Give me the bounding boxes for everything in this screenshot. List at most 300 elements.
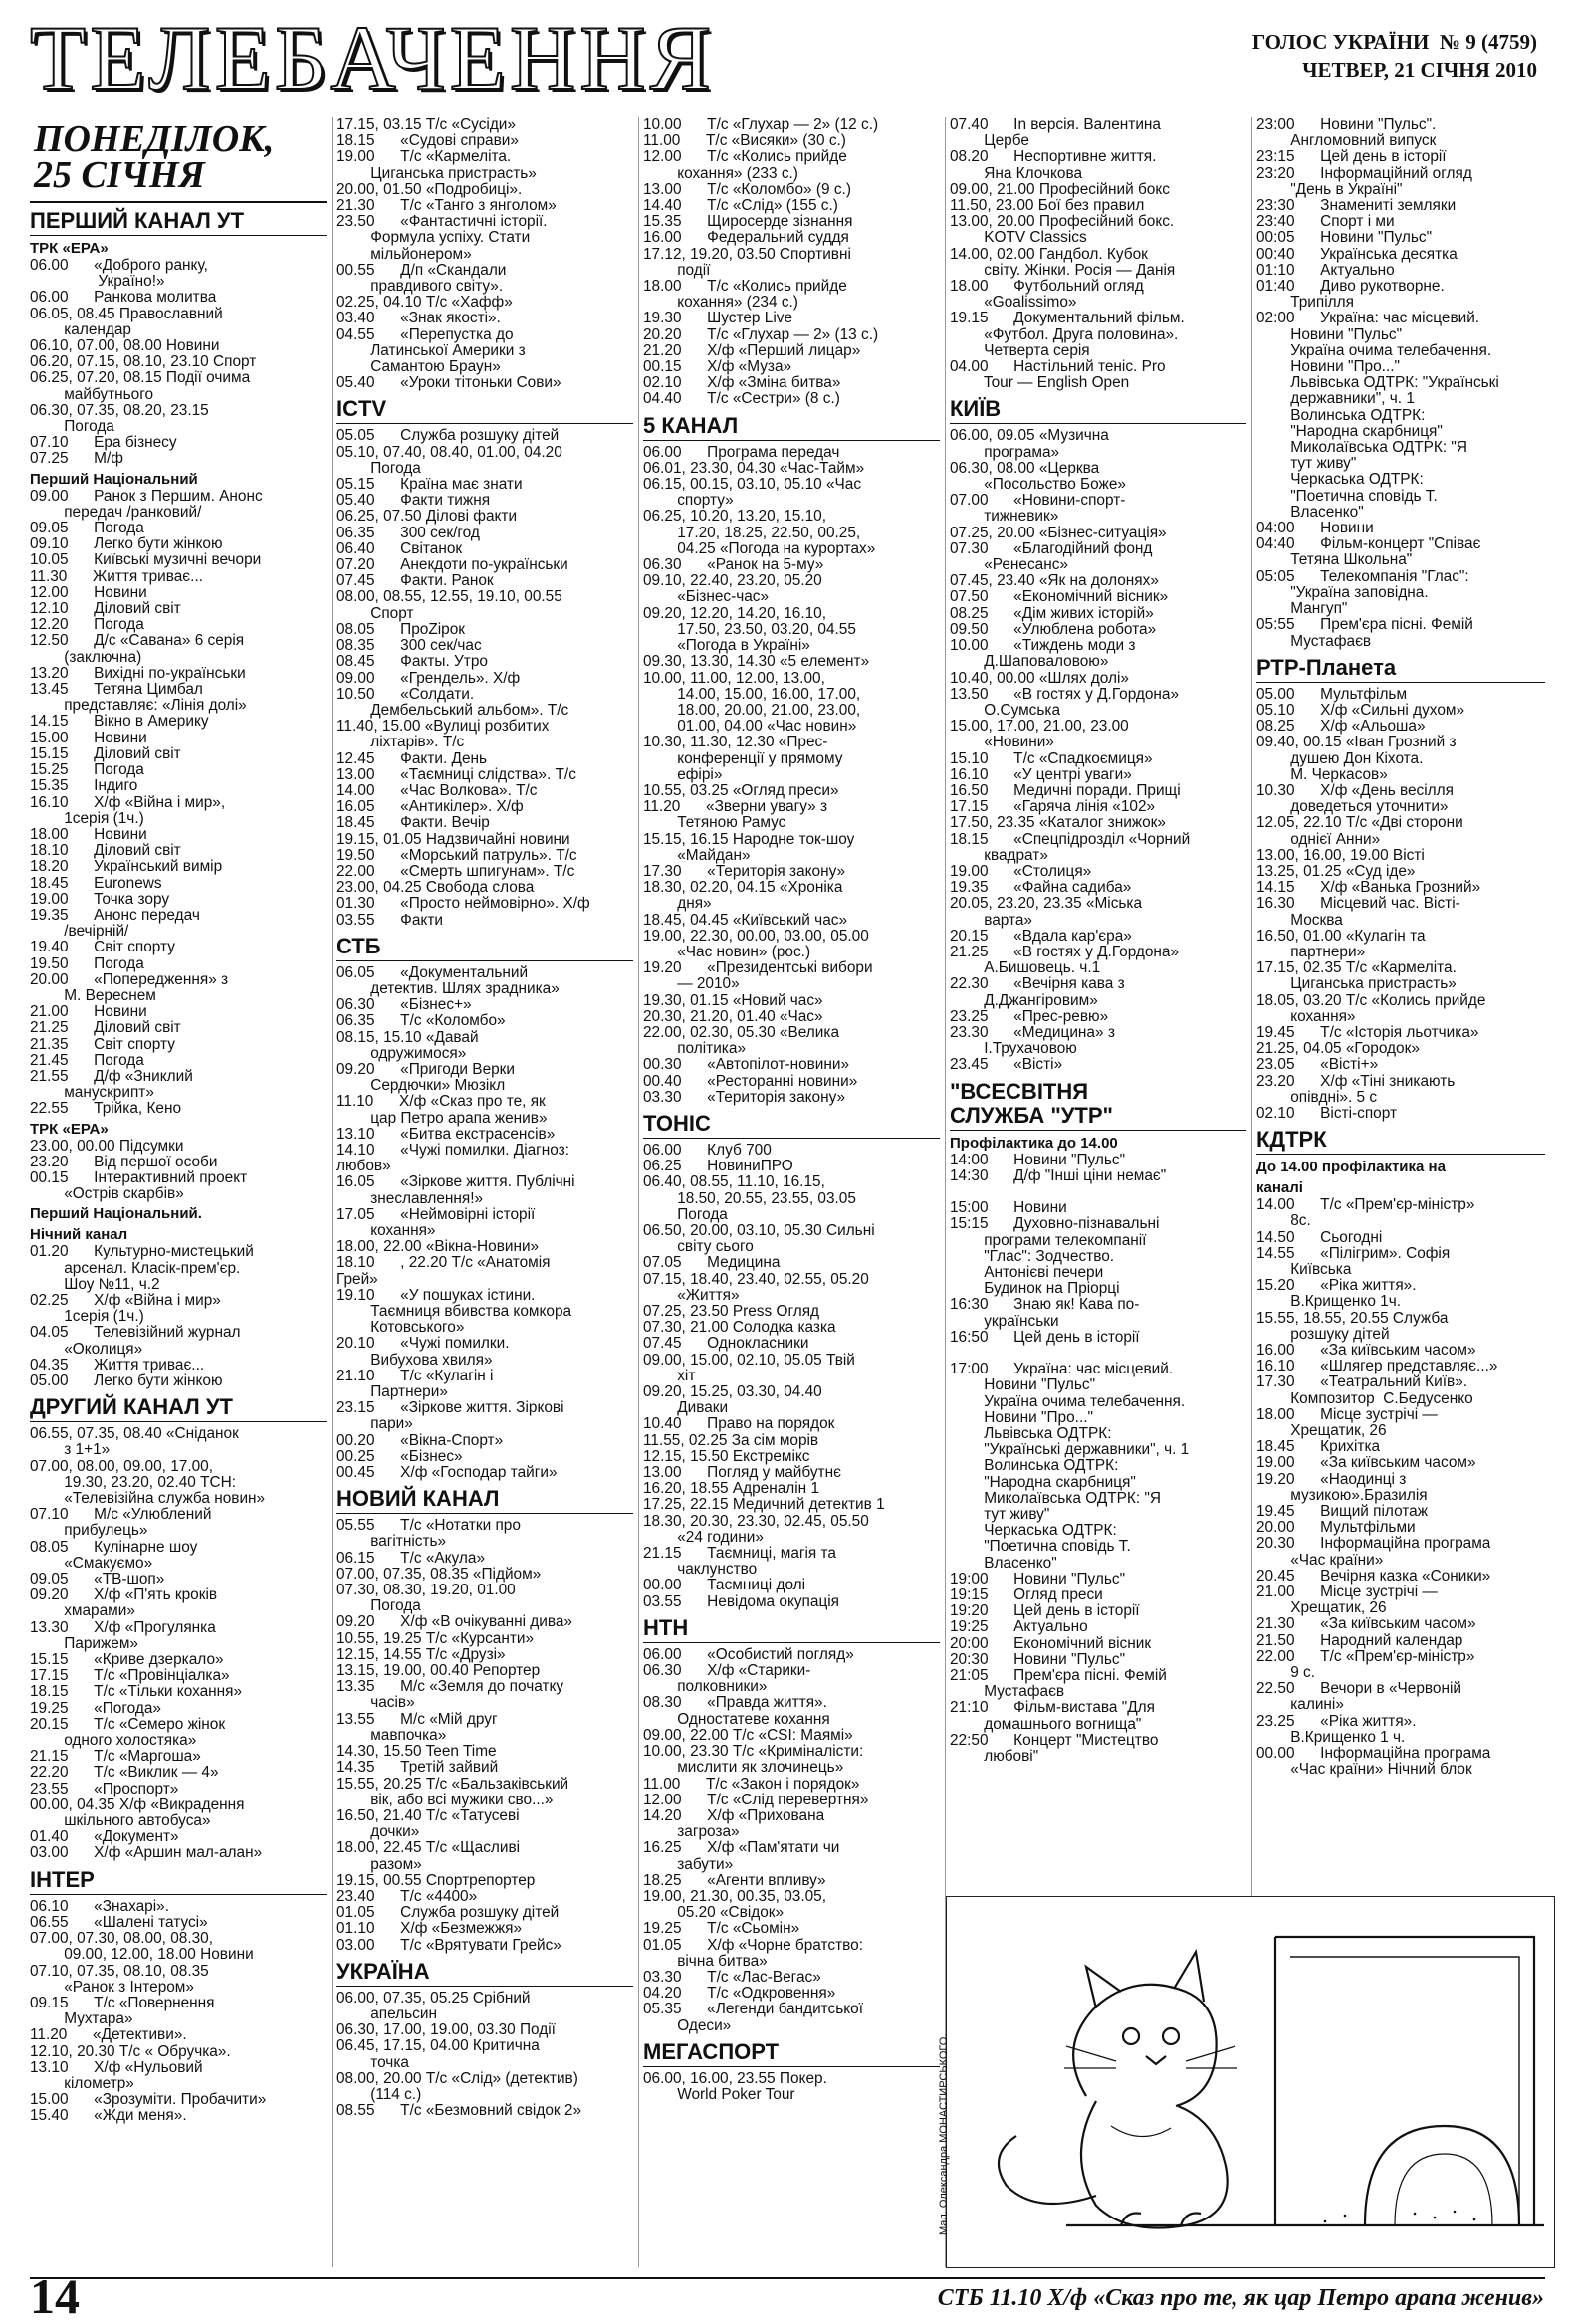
page-title: ТЕЛЕБАЧЕННЯ	[30, 7, 716, 108]
program-line: прибулець»	[30, 1522, 148, 1540]
program-line: 18.00 Новини	[30, 825, 147, 843]
program-line: 00.40 «Ресторанні новини»	[643, 1072, 858, 1090]
program-line: 09.10, 22.40, 23.20, 05.20	[643, 572, 822, 590]
program-line: 18.45 Euronews	[30, 874, 162, 892]
channel-heading: ПЕРШИЙ КАНАЛ УТ	[30, 209, 327, 236]
program-line: «Час країни»	[1256, 1551, 1384, 1569]
program-line: державники", ч. 1	[1256, 390, 1415, 408]
program-line: 06.10, 07.00, 08.00 Новини	[30, 337, 220, 355]
program-line: 23.25 «Прес-ревю»	[950, 1007, 1109, 1025]
program-line: Яна Клочкова	[950, 164, 1083, 182]
program-line: 07.00, 08.00, 09.00, 17.00,	[30, 1457, 213, 1475]
program-line: 04:40 Фільм-концерт "Співає	[1256, 535, 1481, 553]
program-line: події	[643, 261, 711, 279]
program-line: 07.30 «Благодійний фонд	[950, 539, 1153, 557]
program-line: Латинської Америки з	[336, 341, 526, 359]
program-line: 23.15 «Зіркове життя. Зіркові	[336, 1399, 564, 1417]
program-line: 06.00 Ранкова молитва	[30, 289, 217, 307]
program-line: 19.15, 00.55 Спортрепортер	[336, 1871, 536, 1889]
program-line: 20.05, 23.20, 23.35 «Міська	[950, 895, 1143, 913]
program-line: манускрипт»	[30, 1084, 154, 1102]
program-line: 14.15 Х/ф «Ванька Грозний»	[1256, 879, 1481, 897]
program-line: любові"	[950, 1748, 1039, 1766]
program-line: Україно!»	[30, 273, 165, 291]
program-line: любов»	[336, 1158, 391, 1175]
program-line: 04.55 «Перепустка до	[336, 325, 514, 343]
program-line: 19.35 «Файна садиба»	[950, 879, 1132, 897]
program-line: 04.20 Т/с «Одкровення»	[643, 1985, 836, 2003]
program-line: 10.00 Т/с «Глухар — 2» (12 с.)	[643, 117, 879, 133]
sub-heading: До 14.00 профілактика на	[1256, 1159, 1446, 1176]
program-line: 20.10 «Чужі помилки.	[336, 1335, 510, 1353]
program-line: В.Крищенко 1 ч.	[1256, 1728, 1406, 1746]
program-line: 23:00 Новини "Пульс".	[1256, 117, 1437, 133]
program-line: 12.50 Д/с «Савана» 6 серія	[30, 632, 245, 650]
program-line: полковники»	[643, 1678, 768, 1696]
program-line: 14.35 Третій зайвий	[336, 1759, 499, 1777]
program-line: «Бізнес-час»	[643, 588, 770, 606]
program-line: 20:00 Економічний вісник	[950, 1634, 1152, 1652]
program-line: 20:30 Новини "Пульс"	[950, 1650, 1126, 1668]
program-line: 04.00 Настільний теніс. Pro	[950, 358, 1166, 376]
program-line: 07.45 Однокласники	[643, 1335, 809, 1353]
program-line: 16.50 Медичні поради. Прищі	[950, 781, 1181, 799]
program-line: 18.10 , 22.20 Т/с «Анатомія	[336, 1254, 551, 1272]
program-line: 05:05 Телекомпанія "Глас":	[1256, 567, 1469, 585]
program-line: Тетяна Школьна"	[1256, 551, 1413, 569]
program-line: 18.00 Футбольний огляд	[950, 278, 1144, 296]
program-line: 21.55 Д/ф «Зниклий	[30, 1067, 193, 1085]
program-line: 11.50, 23.00 Бої без правил	[950, 197, 1145, 215]
program-line: 18.00, 20.00, 21.00, 23.00,	[643, 701, 861, 719]
program-line: 01:10 Актуально	[1256, 261, 1395, 279]
program-line: 17.25, 22.15 Медичний детектив 1	[643, 1496, 885, 1514]
program-line: 06.25, 07.20, 08.15 Події очима	[30, 369, 251, 387]
program-line: 18.45 Факти. Вечір	[336, 814, 490, 832]
program-line: 09.20, 12.20, 14.20, 16.10,	[643, 604, 826, 622]
channel-heading: МЕГАСПОРТ	[643, 2040, 940, 2067]
program-line: «Новини»	[950, 734, 1054, 751]
program-line: 22:50 Концерт "Мистецтво	[950, 1731, 1159, 1749]
program-line: 16:30 Знаю як! Кава по-	[950, 1296, 1140, 1314]
program-line: 23.20 Від першої особи	[30, 1153, 218, 1170]
program-line: «Околиця»	[30, 1340, 143, 1358]
sub-heading: ТРК «ЕРА»	[30, 240, 109, 257]
program-line: 21.15 Таємниці, магія та	[643, 1545, 836, 1563]
program-line: 00:05 Новини "Пульс"	[1256, 229, 1433, 247]
program-line: 15.15, 16.15 Народне ток-шоу	[643, 830, 855, 848]
program-line: Грей»	[336, 1270, 378, 1288]
program-line: «Час країни» Нічний блок	[1256, 1761, 1472, 1779]
program-line: 21:05 Прем'єра пісні. Фемій	[950, 1667, 1167, 1685]
cat-cartoon-drawing	[947, 1897, 1552, 2265]
channel-heading: ТОНІС	[643, 1112, 940, 1139]
paper-info	[1252, 28, 1537, 84]
program-line: 15.55, 18.55, 20.55 Служба	[1256, 1309, 1449, 1327]
program-line: 06.00 «Доброго ранку,	[30, 257, 208, 274]
program-line: 11.30 Життя триває...	[30, 567, 203, 585]
issue-date: ЧЕТВЕР, 21 СІЧНЯ 2010	[1302, 58, 1537, 82]
program-line: 09.15 Т/с «Повернення	[30, 1994, 215, 2011]
sub-heading: каналі	[1256, 1179, 1303, 1197]
program-line: 15:00 Новини	[950, 1199, 1067, 1217]
program-line: 08.35 300 сек/час	[336, 637, 482, 655]
program-line: 12.00 Т/с «Слід перевертня»	[643, 1791, 869, 1808]
program-line: 21.25 «В гостях у Д.Гордона»	[950, 943, 1180, 960]
program-line: дочки»	[336, 1823, 420, 1841]
program-line: «Телевізійна служба новин»	[30, 1490, 266, 1508]
program-line: 06.15, 00.15, 03.10, 05.10 «Час	[643, 476, 862, 494]
program-line: вагітність»	[336, 1533, 447, 1551]
program-line: 00.00, 04.35 Х/ф «Викрадення	[30, 1796, 245, 1813]
program-line: 06.35 300 сек/год	[336, 524, 480, 541]
program-line: 17.20, 18.25, 22.50, 00.25,	[643, 524, 861, 541]
channel-heading: КДТРК	[1256, 1128, 1545, 1155]
channel-heading: КИЇВ	[950, 397, 1246, 424]
program-line: душею Дон Кіхота.	[1256, 749, 1424, 767]
program-line: 12.15, 14.55 Т/с «Друзі»	[336, 1645, 506, 1663]
program-line: Миколаївська ОДТРК: "Я	[950, 1489, 1162, 1507]
channel-heading: РТР-Планета	[1256, 656, 1545, 683]
program-line: "День в Україні"	[1256, 180, 1403, 198]
program-line: Англомовний випуск	[1256, 132, 1437, 150]
program-line: 06.45, 17.15, 04.00 Критична	[336, 2037, 540, 2055]
program-line: 13.10 Х/ф «Нульовий	[30, 2058, 203, 2076]
program-line: 08.00, 08.55, 12.55, 19.10, 00.55	[336, 588, 562, 606]
program-line: Таємниця вбивства комкора	[336, 1303, 572, 1321]
program-line	[950, 1346, 1246, 1362]
program-line: 11.00 Т/с «Висяки» (30 с.)	[643, 132, 846, 150]
program-line: 06.30 «Бізнес+»	[336, 996, 472, 1014]
program-line: 19.30, 01.15 «Новий час»	[643, 991, 823, 1009]
program-line: /вечірній/	[30, 923, 129, 941]
program-line: Самантою Браун»	[336, 358, 501, 376]
program-line: 00.15 Інтерактивний проект	[30, 1168, 248, 1186]
program-line: Власенко"	[950, 1554, 1057, 1572]
program-line: 16.10 «У центрі уваги»	[950, 765, 1132, 783]
program-line: 11.55, 02.25 За сім морів	[643, 1431, 819, 1449]
program-line: 15.35 Щиросерде зізнання	[643, 213, 853, 231]
program-line: 19.30, 23.20, 02.40 ТСН:	[30, 1473, 237, 1491]
program-line: 18.50, 20.55, 23.55, 03.05	[643, 1189, 856, 1207]
program-line: 13.00 Погляд у майбутнє	[643, 1464, 841, 1482]
program-line: кохання»	[1256, 1007, 1356, 1025]
program-line: 13.00 «Таємниці слідства». Т/с	[336, 765, 576, 783]
program-line: 08.25 Х/ф «Альоша»	[1256, 718, 1426, 736]
program-line: 19.00 Точка зору	[30, 890, 170, 908]
program-line: 15.10 Т/с «Спадкоємиця»	[950, 749, 1153, 767]
program-line: хіт	[643, 1367, 696, 1384]
program-line: політика»	[643, 1040, 747, 1058]
program-line: Волинська ОДТРК:	[1256, 406, 1426, 424]
program-line: 20.00 «Попередження» з	[30, 970, 229, 988]
program-line: чаклунство	[643, 1561, 758, 1579]
program-line: представляє: «Лінія долі»	[30, 697, 247, 715]
program-line: 11.40, 15.00 «Вулиці розбитих	[336, 718, 550, 736]
sub-heading: Перший Національний.	[30, 1205, 202, 1223]
program-line: 14.30, 15.50 Teen Time	[336, 1743, 497, 1761]
program-line: 06.30, 07.35, 08.20, 23.15	[30, 401, 209, 419]
program-line: шкільного автобуса»	[30, 1812, 211, 1830]
program-line: 05.10 Х/ф «Сильні духом»	[1256, 701, 1465, 719]
program-line: 18.00, 22.45 Т/с «Щасливі	[336, 1839, 521, 1857]
program-line: 00.55 Д/п «Скандали	[336, 261, 507, 279]
program-line: 13.25, 01.25 «Суд іде»	[1256, 862, 1416, 880]
program-line: 09.40, 00.15 «Іван Грозний з	[1256, 734, 1457, 751]
program-line: 04.25 «Погода на курортах»	[643, 539, 876, 557]
program-line: 05.00 Легко бути жінкою	[30, 1373, 223, 1389]
program-line: Власенко"	[1256, 503, 1364, 521]
program-line: 19:25 Актуально	[950, 1618, 1088, 1636]
program-line: «Погода в Україні»	[643, 637, 810, 655]
program-line: 17.15 Т/с «Провінціалка»	[30, 1667, 230, 1685]
program-line: дня»	[643, 895, 712, 913]
program-line: 16.10 Х/ф «Війна і мир»,	[30, 793, 226, 811]
program-line: 00.45 Х/ф «Господар тайги»	[336, 1464, 558, 1482]
program-line: 14.00 «Час Волкова». Т/с	[336, 781, 538, 799]
program-line: 07.15, 18.40, 23.40, 02.55, 05.20	[643, 1270, 869, 1288]
program-line: 19.00 «За київським часом»	[1256, 1454, 1476, 1472]
program-line: 21.35 Світ спорту	[30, 1035, 175, 1053]
program-line: 20.45 Вечірня казка «Соники»	[1256, 1567, 1491, 1585]
program-line: детектив. Шлях зрадника»	[336, 979, 560, 997]
program-line: 10.00, 11.00, 12.00, 13.00,	[643, 669, 825, 687]
program-line: 13.20 Вихідні по-українськи	[30, 664, 246, 682]
issue-number: № 9 (4759)	[1439, 30, 1537, 54]
program-line: Україна очима телебачення.	[950, 1392, 1186, 1410]
program-line: Диваки	[643, 1399, 729, 1417]
program-line: 02.10 Х/ф «Зміна битва»	[643, 374, 841, 392]
program-line: 08.55 Т/с «Безмовний свідок 2»	[336, 2102, 582, 2120]
program-line: 12.10 Діловий світ	[30, 600, 181, 618]
program-line: 19.20 «Наодинці з	[1256, 1470, 1407, 1488]
program-line: 19.45 Вищий пілотаж	[1256, 1503, 1429, 1521]
program-line: 18.30, 02.20, 04.15 «Хроніка	[643, 879, 843, 897]
program-line: 16.00 Федеральний суддя	[643, 229, 849, 247]
program-line: 12.10, 20.30 Т/с « Обручка».	[30, 2042, 231, 2060]
program-line: 00.20 «Вікна-Спорт»	[336, 1431, 504, 1449]
program-line: 13.30 Х/ф «Прогулянка	[30, 1618, 216, 1636]
program-line: 05:55 Прем'єра пісні. Фемій	[1256, 616, 1473, 634]
program-line: передач /ранковий/	[30, 503, 202, 521]
program-line: майбутнього	[30, 385, 154, 403]
program-line: 00.25 «Бізнес»	[336, 1447, 463, 1465]
program-line: часів»	[336, 1694, 415, 1712]
program-line: 06.55 «Шалені татусі»	[30, 1913, 208, 1931]
program-line: 13.45 Тетяна Цимбал	[30, 681, 203, 699]
program-line: 18.00 Місце зустрічі —	[1256, 1405, 1438, 1423]
program-line: світу сього	[643, 1238, 754, 1256]
program-line: "Глас": Зодчество.	[950, 1247, 1115, 1265]
program-line: «Майдан»	[643, 846, 751, 864]
program-line: 19.20 «Президентські вибори	[643, 959, 873, 977]
program-line: «Час новин» (рос.)	[643, 943, 811, 960]
program-line: 19.00 «Столиця»	[950, 862, 1092, 880]
program-line: 05.40 «Уроки тітоньки Сови»	[336, 374, 561, 392]
program-line: 06.40 Світанок	[336, 539, 463, 557]
program-line: 16:50 Цей день в історії	[950, 1328, 1140, 1346]
program-line: 08.30 «Правда життя».	[643, 1694, 827, 1712]
program-line: 06.15 Т/с «Акула»	[336, 1549, 486, 1567]
program-line: 06.50, 20.00, 03.10, 05.30 Сильні	[643, 1222, 875, 1239]
program-line: 01.40 «Документ»	[30, 1828, 179, 1846]
program-line: 1серія (1ч.)	[30, 1308, 144, 1326]
program-line: Дембельський альбом». Т/с	[336, 701, 569, 719]
program-line: 21.50 Народний календар	[1256, 1631, 1463, 1649]
program-line: розшуку дітей	[1256, 1325, 1390, 1343]
program-line: 01.10 Х/ф «Безмежжя»	[336, 1920, 523, 1938]
program-line: 14.00, 02.00 Гандбол. Кубок	[950, 245, 1148, 263]
program-line: 05.35 «Легенди бандитської	[643, 2001, 864, 2018]
program-line: 01:40 Диво рукотворне.	[1256, 278, 1445, 296]
program-line: 07.30, 08.30, 19.20, 01.00	[336, 1582, 516, 1599]
program-line: 09.20, 15.25, 03.30, 04.40	[643, 1383, 822, 1401]
program-line: 06.01, 23.30, 04.30 «Час-Тайм»	[643, 459, 865, 477]
program-line: 05.05 Служба розшуку дітей	[336, 427, 560, 445]
program-line: 02:00 Україна: час місцевий.	[1256, 310, 1480, 327]
program-line: 23.30 «Медицина» з	[950, 1023, 1115, 1041]
program-line: «Ранок з Інтером»	[30, 1978, 194, 1996]
program-line: 06.00, 09.05 «Музична	[950, 427, 1109, 445]
program-line: 06.30 «Ранок на 5-му»	[643, 556, 824, 574]
program-line: 17:00 Україна: час місцевий.	[950, 1361, 1174, 1378]
program-line: 07.25, 20.00 «Бізнес-ситуація»	[950, 524, 1167, 541]
sub-heading: Профілактика до 14.00	[950, 1134, 1118, 1152]
channel-heading: ICTV	[336, 397, 633, 424]
program-line: 05.10, 07.40, 08.40, 01.00, 04.20	[336, 443, 562, 461]
program-line: світу. Жінки. Росія — Данія	[950, 261, 1176, 279]
program-line: 07.05 Медицина	[643, 1254, 781, 1272]
program-line: Україна очима телебачення.	[1256, 341, 1492, 359]
program-line: 23:20 Інформаційний огляд	[1256, 164, 1472, 182]
program-line: 21.00 Місце зустрічі —	[1256, 1584, 1438, 1601]
program-line: 08.45 Факты. Утро	[336, 653, 488, 671]
program-line: 19.15 Документальний фільм.	[950, 310, 1185, 327]
program-line: 10.55, 19.25 Т/с «Курсанти»	[336, 1629, 535, 1647]
program-line: 07.10 М/с «Улюблений	[30, 1506, 212, 1524]
program-line: пари»	[336, 1415, 413, 1433]
program-line: 09.00, 15.00, 02.10, 05.05 Твій	[643, 1351, 855, 1369]
program-line: Цербе	[950, 132, 1029, 150]
program-line: Москва	[1256, 911, 1343, 929]
program-line: 03.40 «Знак якості».	[336, 310, 501, 327]
program-line: 19.45 Т/с «Історія льотчика»	[1256, 1023, 1479, 1041]
program-line: 05.20 «Свідок»	[643, 1904, 785, 1922]
program-line: 13.35 М/с «Земля до початку	[336, 1678, 564, 1696]
program-line: варта»	[950, 911, 1032, 929]
program-line: "Народна скарбниця"	[950, 1473, 1136, 1491]
program-line: Миколаївська ОДТРК: "Я	[1256, 439, 1468, 457]
program-line: однієї Анни»	[1256, 830, 1381, 848]
program-line: «Смакуємо»	[30, 1554, 153, 1572]
program-line: 06.55, 07.35, 08.40 «Сніданок	[30, 1425, 239, 1443]
program-line: 08.20 Неспортивне життя.	[950, 148, 1157, 166]
program-line: 15.00, 17.00, 21.00, 23.00	[950, 718, 1129, 736]
program-line: Циганська пристрасть»	[336, 164, 537, 182]
footer-rule	[30, 2277, 1545, 2279]
program-line: 01.00, 04.00 «Час новин»	[643, 718, 857, 736]
program-line: 13.00, 16.00, 19.00 Вісті	[1256, 846, 1425, 864]
program-line: 17.30 «Територія закону»	[643, 862, 846, 880]
program-line: 16.50, 01.00 «Кулагін та	[1256, 927, 1426, 945]
program-line: 10.05 Київські музичні вечори	[30, 551, 262, 569]
program-line: «Goalissimo»	[950, 294, 1077, 312]
program-line: 16.25 Х/ф «Пам'ятати чи	[643, 1839, 840, 1857]
program-line: Мухтара»	[30, 2010, 133, 2028]
program-line: 13.15, 19.00, 00.40 Репортер	[336, 1662, 541, 1680]
program-line: — 2010»	[643, 975, 740, 993]
program-line: 18.05, 03.20 Т/с «Колись прийде	[1256, 991, 1486, 1009]
program-line: Мустафаєв	[1256, 632, 1372, 650]
program-line: вік, або всі мужики сво...»	[336, 1791, 554, 1808]
program-line: О.Сумська	[950, 701, 1061, 719]
program-line: Будинок на Пріорці	[950, 1280, 1120, 1298]
program-line: 20.30 Інформаційна програма	[1256, 1535, 1491, 1553]
program-line: Д.Шаповаловою»	[950, 653, 1109, 671]
program-line: "Україна заповідна.	[1256, 583, 1429, 601]
program-line: 23:30 Знамениті земляки	[1256, 197, 1457, 215]
program-line: 21.00 Новини	[30, 1003, 147, 1021]
program-line: 09.30, 13.30, 14.30 «5 елемент»	[643, 653, 870, 671]
program-line: кохання» (234 с.)	[643, 294, 798, 312]
program-line: 10.00 «Тиждень моди з	[950, 637, 1136, 655]
program-line: вічна битва»	[643, 1952, 768, 1970]
program-line: 03.00 Х/ф «Аршин мал-алан»	[30, 1844, 263, 1862]
program-line: 06.00, 07.35, 05.25 Срібний	[336, 1989, 531, 2007]
program-line: хмарами»	[30, 1602, 135, 1620]
program-line: 00.00 Інформаційна програма	[1256, 1745, 1491, 1763]
program-line: 10.55, 03.25 «Огляд преси»	[643, 781, 839, 799]
program-line: 21.25 Діловий світ	[30, 1019, 181, 1037]
program-line: 09.00 Ранок з Першим. Анонс	[30, 487, 263, 505]
program-line: 06.30, 17.00, 19.00, 03.30 Події	[336, 2021, 556, 2039]
program-line: (114 с.)	[336, 2085, 422, 2103]
program-line: 09.00, 22.00 Т/с «CSI: Маямі»	[643, 1726, 853, 1744]
program-line: 23.40 Т/с «4400»	[336, 1887, 478, 1905]
program-line: 13.50 «В гостях у Д.Гордона»	[950, 685, 1180, 703]
program-line: 18.25 «Агенти впливу»	[643, 1871, 826, 1889]
page-number: 14	[30, 2268, 80, 2324]
program-line: «Ренесанс»	[950, 556, 1068, 574]
program-line: Львівська ОДТРК: "Українські	[1256, 374, 1499, 392]
program-line: 10.40, 00.00 «Шлях долі»	[950, 669, 1129, 687]
program-line: 19.40 Світ спорту	[30, 939, 175, 956]
program-line: правдивого світу».	[336, 278, 504, 296]
program-line: 20.00 Мультфільми	[1256, 1519, 1416, 1537]
program-line: 16.20, 18.55 Адреналін 1	[643, 1480, 820, 1498]
program-line: 13.00, 20.00 Професійний бокс.	[950, 213, 1175, 231]
program-line: "Поетична сповідь Т.	[1256, 487, 1438, 505]
program-line: 16.30 Місцевий час. Вісті-	[1256, 895, 1460, 913]
program-line: 10.30, 11.30, 12.30 «Прес-	[643, 734, 828, 751]
program-line: 15.15 «Криве дзеркало»	[30, 1651, 224, 1669]
program-line: 15.00 «Зрозуміти. Пробачити»	[30, 2091, 267, 2109]
program-line: 04.05 Телевізійний журнал	[30, 1324, 241, 1342]
program-line: точка	[336, 2053, 409, 2071]
program-line: 06.20, 07.15, 08.10, 23.10 Спорт	[30, 353, 257, 371]
program-line: 02.25, 04.10 Т/с «Хафф»	[336, 294, 513, 312]
program-line: 21.30 «За київським часом»	[1256, 1615, 1476, 1633]
program-line: загроза»	[643, 1823, 740, 1841]
program-line: 08.05 ПроZipок	[336, 620, 466, 638]
channel-heading: "ВСЕСВІТНЯ СЛУЖБА "УТР"	[950, 1080, 1246, 1131]
program-line: 03.00 Т/с «Врятувати Грейс»	[336, 1936, 561, 1954]
program-line: 13.00 Т/с «Коломбо» (9 с.)	[643, 180, 851, 198]
program-line: І.Трухачовою	[950, 1040, 1077, 1058]
program-line: 03.30 Т/с «Лас-Вегас»	[643, 1968, 821, 1986]
program-line: 12.15, 15.50 Екстремікс	[643, 1447, 810, 1465]
program-line: 14.00, 15.00, 16.00, 17.00,	[643, 685, 861, 703]
